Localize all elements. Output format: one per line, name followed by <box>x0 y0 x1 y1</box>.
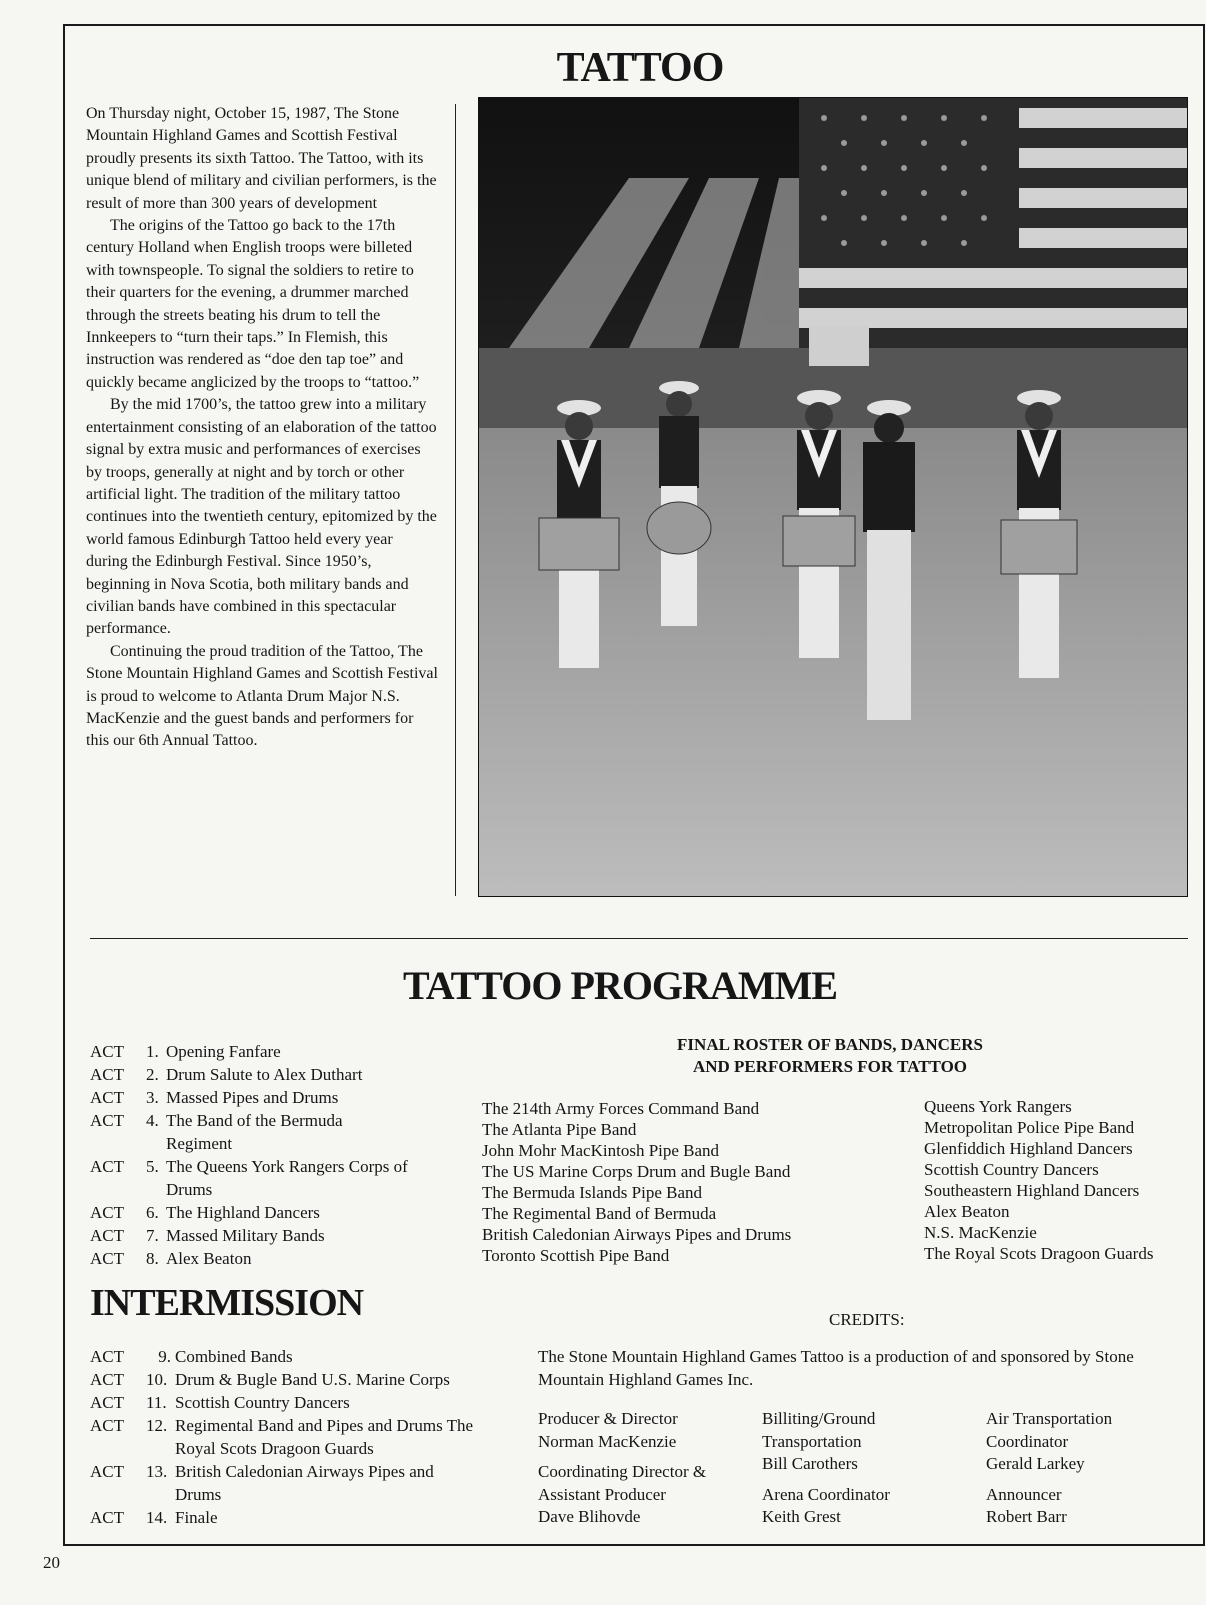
act-label: ACT <box>90 1203 124 1222</box>
act-title: Drum & Bugle Band U.S. Marine Corps <box>175 1370 450 1389</box>
credits-intro: The Stone Mountain Highland Games Tattoo is a production of and sponsored by Stone Mountain Highland Games Inc. <box>538 1347 1134 1389</box>
act-number: 14. <box>146 1508 168 1527</box>
credit-name: Robert Barr <box>986 1507 1067 1526</box>
credit-role: Producer & Director <box>538 1409 678 1428</box>
act-title: Opening Fanfare <box>166 1042 281 1061</box>
intro-article <box>86 103 438 753</box>
act-label: ACT <box>90 1249 124 1268</box>
act-item <box>90 1063 500 1086</box>
credit-name: Bill Carothers <box>762 1454 858 1473</box>
credit-role: Coordinating Director & <box>538 1462 707 1481</box>
act-label: ACT <box>90 1065 124 1084</box>
credit-role: Transportation <box>762 1431 862 1451</box>
roster-item: The Regimental Band of Bermuda <box>482 1204 717 1223</box>
roster-list <box>482 1098 902 1266</box>
act-item <box>90 1224 500 1247</box>
act-number: 3. <box>146 1088 159 1107</box>
roster-item: The Bermuda Islands Pipe Band <box>482 1183 703 1202</box>
credit-entry <box>986 1408 1201 1476</box>
credit-role: Assistant Producer <box>538 1484 666 1504</box>
page-number: 20 <box>43 1553 60 1572</box>
act-item <box>90 1506 500 1529</box>
act-title: British Caledonian Airways Pipes and Drums <box>175 1462 434 1504</box>
page-edge <box>1206 0 1216 1605</box>
intermission-heading: INTERMISSION <box>90 1282 364 1324</box>
credits-column <box>762 1408 977 1537</box>
roster-item: The 214th Army Forces Command Band <box>482 1099 760 1118</box>
act-number: 6. <box>146 1203 159 1222</box>
act-title: Massed Pipes and Drums <box>166 1088 339 1107</box>
act-label: ACT <box>90 1370 124 1389</box>
act-item <box>90 1460 500 1506</box>
roster-item: Alex Beaton <box>924 1202 1010 1221</box>
intro-paragraph: On Thursday night, October 15, 1987, The Stone Mountain Highland Games and Scottish Festival proudly presents its sixth Tattoo. The Tattoo, with its unique blend of military and civilian performers, is the result of more than 300 years of development <box>86 105 437 212</box>
credit-role: Announcer <box>986 1484 1062 1504</box>
act-number: 12. <box>146 1416 168 1435</box>
intro-paragraph: By the mid 1700’s, the tattoo grew into a military entertainment consisting of an elaboration of the tattoo signal by extra music and performances of exercises by troops, generally at night and by torch or other artificial light. The tradition of the military tattoo continues into the twentieth century, epitomized by the world famous Edinburgh Tattoo held every year during the Edinburgh Festival. Since 1950’s, beginning in Nova Scotia, both military bands and civilian bands have combined in this spectacular performance. <box>86 396 437 638</box>
credit-entry <box>538 1461 753 1529</box>
credit-name: Dave Blihovde <box>538 1507 641 1526</box>
act-title: Massed Military Bands <box>166 1226 325 1245</box>
act-item <box>90 1201 500 1224</box>
act-number: 2. <box>146 1065 159 1084</box>
credit-role: Air Transportation <box>986 1409 1113 1428</box>
roster-list <box>924 1096 1204 1264</box>
act-item <box>90 1391 500 1414</box>
credit-name: Norman MacKenzie <box>538 1431 677 1451</box>
act-item <box>90 1040 500 1063</box>
credit-entry <box>986 1484 1201 1529</box>
credit-entry <box>762 1408 977 1476</box>
roster-item: Metropolitan Police Pipe Band <box>924 1118 1135 1137</box>
act-label: ACT <box>90 1416 124 1435</box>
act-label: ACT <box>90 1347 124 1366</box>
roster-title <box>560 1034 1100 1078</box>
roster-item: Scottish Country Dancers <box>924 1160 1099 1179</box>
roster-item: The US Marine Corps Drum and Bugle Band <box>482 1162 791 1181</box>
drum-corps-photo <box>478 97 1188 897</box>
credit-name: Gerald Larkey <box>986 1454 1085 1473</box>
column-divider <box>455 104 456 896</box>
act-title: Regimental Band and Pipes and Drums The Royal Scots Dragoon Guards <box>175 1416 474 1458</box>
act-title: Drum Salute to Alex Duthart <box>166 1065 363 1084</box>
act-item <box>90 1414 500 1460</box>
roster-title-line: FINAL ROSTER OF BANDS, DANCERS <box>677 1035 983 1054</box>
act-number: 11. <box>146 1393 167 1412</box>
roster-title-line: AND PERFORMERS FOR TATTOO <box>692 1057 968 1076</box>
act-title: The Highland Dancers <box>166 1203 320 1222</box>
act-title: The Band of the Bermuda Regiment <box>166 1111 343 1153</box>
roster-item: Glenfiddich Highland Dancers <box>924 1139 1133 1158</box>
roster-item: The Atlanta Pipe Band <box>482 1120 637 1139</box>
roster-item: N.S. MacKenzie <box>924 1223 1037 1242</box>
credit-entry <box>762 1484 977 1529</box>
act-item <box>90 1086 500 1109</box>
roster-item: Southeastern Highland Dancers <box>924 1181 1140 1200</box>
act-item <box>90 1247 500 1270</box>
act-number: 13. <box>146 1462 168 1481</box>
roster-item: Queens York Rangers <box>924 1097 1072 1116</box>
act-label: ACT <box>90 1226 124 1245</box>
programme-title: TATTOO PROGRAMME <box>403 963 837 1008</box>
credit-role: Billiting/Ground <box>762 1409 876 1428</box>
act-label: ACT <box>90 1157 124 1176</box>
credits-heading: CREDITS: <box>829 1310 905 1329</box>
act-title: Finale <box>175 1508 218 1527</box>
act-item <box>90 1155 500 1201</box>
act-item <box>90 1109 500 1155</box>
credit-role: Arena Coordinator <box>762 1484 890 1504</box>
act-label: ACT <box>90 1042 124 1061</box>
act-item <box>90 1368 500 1391</box>
act-title: The Queens York Rangers Corps of Drums <box>166 1157 408 1199</box>
act-label: ACT <box>90 1508 124 1527</box>
act-title: Scottish Country Dancers <box>175 1393 350 1412</box>
act-item <box>90 1345 500 1368</box>
act-title: Combined Bands <box>175 1347 293 1366</box>
roster-item: The Royal Scots Dragoon Guards <box>924 1244 1154 1263</box>
roster-item: British Caledonian Airways Pipes and Drums <box>482 1225 792 1244</box>
credit-role: Coordinator <box>986 1431 1069 1451</box>
act-number: 5. <box>146 1157 159 1176</box>
acts-after-intermission <box>90 1345 500 1529</box>
act-label: ACT <box>90 1088 124 1107</box>
act-title: Alex Beaton <box>166 1249 252 1268</box>
act-number: 9. <box>158 1347 171 1366</box>
credits-column <box>986 1408 1201 1537</box>
act-number: 10. <box>146 1370 168 1389</box>
credit-entry <box>538 1408 753 1453</box>
acts-before-intermission <box>90 1040 500 1270</box>
act-label: ACT <box>90 1393 124 1412</box>
act-number: 7. <box>146 1226 159 1245</box>
roster-item: John Mohr MacKintosh Pipe Band <box>482 1141 720 1160</box>
intro-paragraph: Continuing the proud tradition of the Tattoo, The Stone Mountain Highland Games and Scottish Festival is proud to welcome to Atlanta Drum Major N.S. MacKenzie and the guest bands and performers for this our 6th Annual Tattoo. <box>86 642 438 750</box>
credits-column <box>538 1408 753 1537</box>
act-number: 4. <box>146 1111 159 1130</box>
act-label: ACT <box>90 1111 124 1130</box>
roster-item: Toronto Scottish Pipe Band <box>482 1246 670 1265</box>
act-number: 1. <box>146 1042 159 1061</box>
act-label: ACT <box>90 1462 124 1481</box>
act-number: 8. <box>146 1249 159 1268</box>
intro-paragraph: The origins of the Tattoo go back to the 17th century Holland when English troops were billeted with townspeople. To signal the soldiers to retire to their quarters for the evening, a drummer marched through the streets beating his drum to tell the Innkeepers to “turn their taps.” In Flemish, this instruction was rendered as “doe den tap toe” and quickly became anglicized by the troops to “tattoo.” <box>86 217 420 391</box>
page-title: TATTOO <box>556 45 724 91</box>
section-divider <box>90 938 1188 939</box>
credit-name: Keith Grest <box>762 1507 841 1526</box>
